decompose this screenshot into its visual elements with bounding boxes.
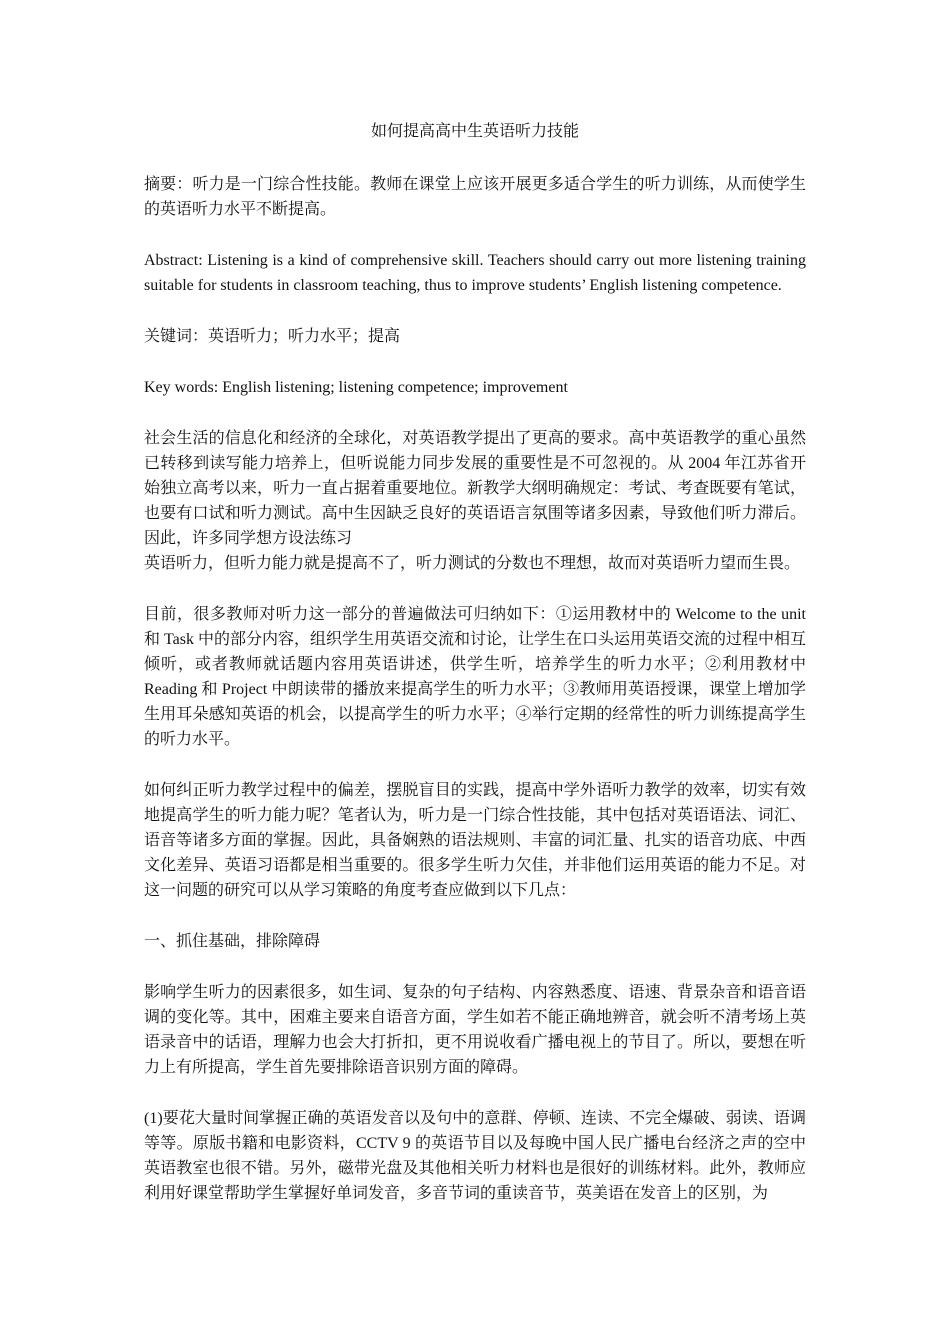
abstract-en: Abstract: Listening is a kind of comprehensive skill. Teachers should carry out more listening training suitable for students in classroom teaching, thus to improve students’ English listening competence. [144, 252, 806, 294]
body-paragraph-5: (1)要花大量时间掌握正确的英语发音以及句中的意群、停顿、连读、不完全爆破、弱读、语调等等。原版书籍和电影资料，CCTV 9 的英语节目以及每晚中国人民广播电台经济之声的空中英语教室也很不错。另外，磁带光盘及其他相关听力材料也是很好的训练材料。此外，教师应利用好课堂帮助学生掌握好单词发音，多音节词的重读音节，英美语在发音上的区别，为 [144, 1110, 806, 1202]
body-paragraph-4: 影响学生听力的因素很多，如生词、复杂的句子结构、内容熟悉度、语速、背景杂音和语音语调的变化等。其中，困难主要来自语音方面，学生如若不能正确地辨音，就会听不清考场上英语录音中的话语，理解力也会大打折扣，更不用说收看广播电视上的节目了。所以，要想在听力上有所提高，学生首先要排除语音识别方面的障碍。 [144, 984, 806, 1076]
body-paragraph-1: 社会生活的信息化和经济的全球化，对英语教学提出了更高的要求。高中英语教学的重心虽然已转移到读写能力培养上，但听说能力同步发展的重要性是不可忽视的。从 2004 年江苏省开始独立高考以来，听力一直占据着重要地位。新教学大纲明确规定：考试、考查既要有笔试，也要有口试和听力测试。高中生因缺乏良好的英语语言氛围等诸多因素，导致他们听力滞后。因此，许多同学想方设法练习 [144, 430, 806, 547]
document-title: 如何提高高中生英语听力技能 [370, 123, 579, 140]
body-paragraph-2: 目前，很多教师对听力这一部分的普遍做法可归纳如下：①运用教材中的 Welcome to the unit 和 Task 中的部分内容，组织学生用英语交流和讨论，让学生在口头运用英语交流的过程中相互倾听，或者教师就话题内容用英语讲述，供学生听，培养学生的听力水平；②利用教材中 Reading 和 Project 中朗读带的播放来提高学生的听力水平；③教师用英语授课，课堂上增加学生用耳朵感知英语的机会，以提高学生的听力水平；④举行定期的经常性的听力训练提高学生的听力水平。 [144, 606, 806, 748]
body-paragraph-3: 如何纠正听力教学过程中的偏差，摆脱盲目的实践，提高中学外语听力教学的效率，切实有效地提高学生的听力能力呢？笔者认为，听力是一门综合性技能，其中包括对英语语法、词汇、语音等诸多方面的掌握。因此，具备娴熟的语法规则、丰富的词汇量、扎实的语音功底、中西文化差异、英语习语都是相当重要的。很多学生听力欠佳，并非他们运用英语的能力不足。对这一问题的研究可以从学习策略的角度考查应做到以下几点： [144, 782, 806, 899]
document-page [144, 120, 806, 1206]
keywords-en: Key words: English listening; listening competence; improvement [144, 379, 568, 396]
keywords-cn: 关键词：英语听力；听力水平；提高 [144, 328, 401, 345]
abstract-cn: 摘要：听力是一门综合性技能。教师在课堂上应该开展更多适合学生的听力训练，从而使学生的英语听力水平不断提高。 [144, 176, 806, 218]
body-paragraph-1-continued: 英语听力，但听力能力就是提高不了，听力测试的分数也不理想，故而对英语听力望而生畏。 [144, 555, 801, 572]
section-heading-1: 一、抓住基础，排除障碍 [144, 933, 321, 950]
